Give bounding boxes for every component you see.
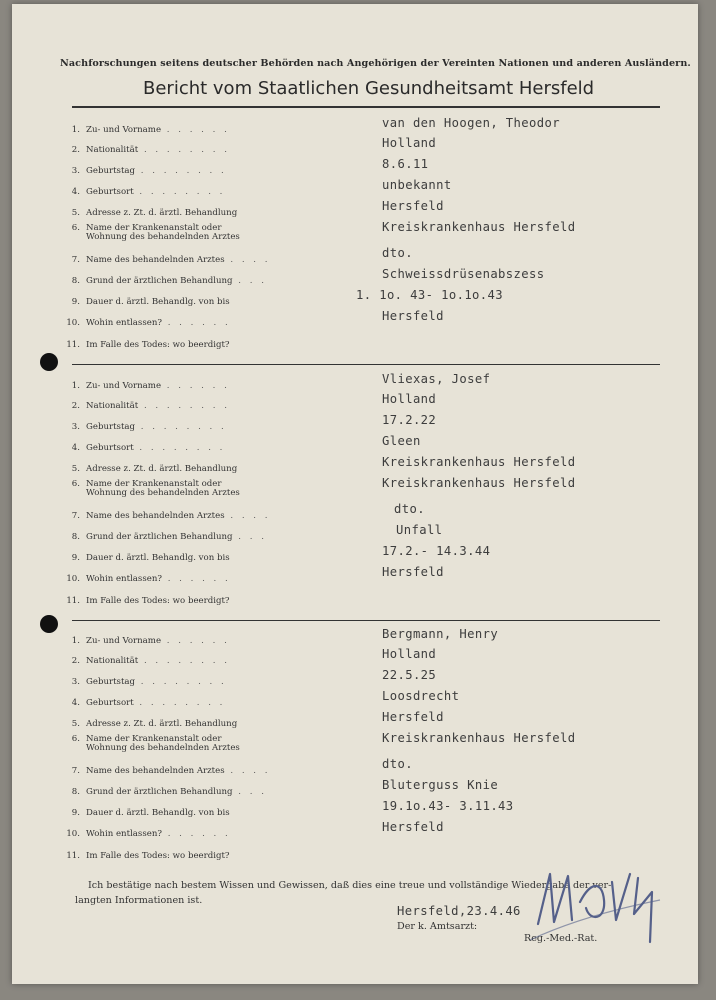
field-number: 2. <box>71 145 80 155</box>
typed-value-name: Bergmann, Henry <box>382 627 499 641</box>
leader-dots: . . . . . . . . <box>135 422 227 432</box>
typed-value-doctor: dto. <box>394 502 425 516</box>
field-label-text: Wohin entlassen? <box>86 829 162 839</box>
leader-dots: . . . . . . . . <box>133 187 226 197</box>
field-label-text: Grund der ärztlichen Behandlung <box>86 532 233 542</box>
field-label-nationality <box>64 657 230 666</box>
leader-dots: . . . . . . <box>161 636 230 646</box>
field-label-duration <box>64 809 230 818</box>
typed-value-birthplace: Loosdrecht <box>382 689 460 703</box>
field-label-text: Geburtstag <box>86 422 136 432</box>
leader-dots: . . . . . . <box>161 574 231 584</box>
official-label: Der k. Amtsarzt: <box>397 921 478 932</box>
field-label-birthday <box>64 167 227 176</box>
field-label-text: Im Falle des Todes: wo beerdigt? <box>86 340 230 350</box>
punch-hole-bottom <box>40 615 58 633</box>
field-number: 9. <box>71 808 80 818</box>
punch-hole-top <box>40 353 58 371</box>
field-label-text: Zu- und Vorname <box>86 125 162 135</box>
field-label-buried <box>64 341 230 350</box>
leader-dots: . . . . . . . . <box>135 677 227 687</box>
leader-dots: . . . . . . . . <box>133 698 226 708</box>
typed-value-hospital: Kreiskrankenhaus Hersfeld <box>382 731 576 745</box>
leader-dots: . . . . <box>224 766 271 776</box>
field-label-text: Grund der ärztlichen Behandlung <box>86 276 233 286</box>
typed-value-reason: Schweissdrüsenabszess <box>382 267 545 281</box>
field-number: 2. <box>71 401 80 411</box>
field-number: 3. <box>71 422 80 432</box>
place-date: Hersfeld,23.4.46 <box>397 904 521 918</box>
field-number: 7. <box>71 255 80 265</box>
field-label-hospital <box>64 480 240 498</box>
leader-dots: . . . . . . . . <box>135 166 227 176</box>
field-label-birthplace <box>64 444 225 453</box>
field-label-text: Zu- und Vorname <box>86 381 162 391</box>
field-number: 8. <box>71 532 80 542</box>
field-label-text: Adresse z. Zt. d. ärztl. Behandlung <box>86 208 238 218</box>
field-label-text: Geburtsort <box>86 443 134 453</box>
leader-dots: . . . <box>232 276 267 286</box>
field-label-discharged_to <box>64 575 231 584</box>
field-label-nationality <box>64 146 230 155</box>
field-label-doctor <box>64 767 271 776</box>
page-title: Bericht vom Staatlichen Gesundheitsamt Hersfeld <box>143 78 595 99</box>
typed-value-discharged_to: Hersfeld <box>382 565 444 579</box>
field-label-text: Wohin entlassen? <box>86 574 162 584</box>
field-label-text: Name der Krankenanstalt oder <box>86 479 222 489</box>
statement-line-2: langten Informationen ist. <box>75 895 203 906</box>
field-label-duration <box>64 298 230 307</box>
field-label-hospital <box>64 735 240 753</box>
leader-dots: . . . . <box>224 255 271 265</box>
field-label-doctor <box>64 256 271 265</box>
typed-value-duration: 1. 1o. 43- 1o.1o.43 <box>356 288 504 302</box>
field-number: 2. <box>71 656 80 666</box>
typed-value-birthplace: unbekannt <box>382 178 452 192</box>
field-label-address <box>64 720 237 729</box>
typed-value-birthday: 22.5.25 <box>382 668 437 682</box>
field-number: 6. <box>71 223 80 233</box>
leader-dots: . . . . . . . . <box>138 656 230 666</box>
field-label-name <box>64 382 230 391</box>
field-number: 7. <box>71 511 80 521</box>
field-number: 6. <box>71 479 80 489</box>
field-label-text-line2: Wohnung des behandelnden Arztes <box>86 488 240 498</box>
leader-dots: . . . . . . <box>161 125 230 135</box>
field-label-text: Adresse z. Zt. d. ärztl. Behandlung <box>86 719 238 729</box>
field-label-duration <box>64 554 230 563</box>
field-number: 5. <box>71 719 80 729</box>
field-label-text: Nationalität <box>86 145 139 155</box>
leader-dots: . . . . . . . . <box>138 145 230 155</box>
field-label-text: Geburtstag <box>86 166 136 176</box>
field-number: 6. <box>71 734 80 744</box>
field-number: 9. <box>71 297 80 307</box>
field-label-text: Geburtstag <box>86 677 136 687</box>
typed-value-birthday: 8.6.11 <box>382 157 429 171</box>
typed-value-name: Vliexas, Josef <box>382 372 491 386</box>
typed-value-address: Hersfeld <box>382 199 444 213</box>
field-label-hospital <box>64 224 240 242</box>
typed-value-hospital: Kreiskrankenhaus Hersfeld <box>382 476 576 490</box>
statement-line-1: Ich bestätige nach bestem Wissen und Gewissen, daß dies eine treue und vollständige Wiedergabe der ver- <box>88 880 612 891</box>
field-label-text: Geburtsort <box>86 698 134 708</box>
field-label-text: Wohin entlassen? <box>86 318 162 328</box>
field-label-text: Zu- und Vorname <box>86 636 162 646</box>
field-label-discharged_to <box>64 830 231 839</box>
record-divider <box>72 620 660 621</box>
typed-value-duration: 17.2.- 14.3.44 <box>382 544 491 558</box>
field-number: 3. <box>71 166 80 176</box>
field-label-name <box>64 637 230 646</box>
field-label-text: Grund der ärztlichen Behandlung <box>86 787 233 797</box>
field-label-text: Name des behandelnden Arztes <box>86 511 225 521</box>
typed-value-duration: 19.1o.43- 3.11.43 <box>382 799 514 813</box>
typed-value-birthday: 17.2.22 <box>382 413 437 427</box>
typed-value-doctor: dto. <box>382 757 413 771</box>
leader-dots: . . . . . . . . <box>138 401 230 411</box>
leader-dots: . . . . . . . . <box>133 443 226 453</box>
field-number: 4. <box>71 187 80 197</box>
leader-dots: . . . . . . <box>161 318 231 328</box>
field-label-text: Im Falle des Todes: wo beerdigt? <box>86 851 230 861</box>
field-label-nationality <box>64 402 230 411</box>
typed-value-doctor: dto. <box>382 246 413 260</box>
typed-value-address: Kreiskrankenhaus Hersfeld <box>382 455 576 469</box>
typed-value-nationality: Holland <box>382 392 437 406</box>
official-title: Reg.-Med.-Rat. <box>524 933 598 944</box>
field-number: 4. <box>71 443 80 453</box>
field-label-reason <box>64 533 267 542</box>
leader-dots: . . . <box>232 532 267 542</box>
field-label-birthday <box>64 678 227 687</box>
field-number: 10. <box>66 829 80 839</box>
typed-value-nationality: Holland <box>382 136 437 150</box>
field-label-birthplace <box>64 699 225 708</box>
field-label-address <box>64 209 237 218</box>
field-label-text: Dauer d. ärztl. Behandlg. von bis <box>86 808 230 818</box>
leader-dots: . . . . <box>224 511 271 521</box>
typed-value-nationality: Holland <box>382 647 437 661</box>
field-number: 3. <box>71 677 80 687</box>
leader-dots: . . . <box>232 787 267 797</box>
field-label-text: Nationalität <box>86 656 139 666</box>
field-label-buried <box>64 852 230 861</box>
typed-value-birthplace: Gleen <box>382 434 421 448</box>
field-label-birthday <box>64 423 227 432</box>
field-label-text: Geburtsort <box>86 187 134 197</box>
field-label-address <box>64 465 237 474</box>
field-label-text: Name der Krankenanstalt oder <box>86 223 222 233</box>
field-number: 10. <box>66 574 80 584</box>
field-label-birthplace <box>64 188 225 197</box>
signature-image <box>520 862 670 952</box>
field-number: 8. <box>71 787 80 797</box>
field-number: 10. <box>66 318 80 328</box>
typed-value-discharged_to: Hersfeld <box>382 820 444 834</box>
leader-dots: . . . . . . <box>161 829 231 839</box>
field-label-name <box>64 126 230 135</box>
field-number: 5. <box>71 208 80 218</box>
field-label-text: Im Falle des Todes: wo beerdigt? <box>86 596 230 606</box>
field-label-text-line2: Wohnung des behandelnden Arztes <box>86 232 240 242</box>
leader-dots: . . . . . . <box>161 381 230 391</box>
field-number: 1. <box>71 636 80 646</box>
field-label-text: Nationalität <box>86 401 139 411</box>
field-label-text-line2: Wohnung des behandelnden Arztes <box>86 743 240 753</box>
field-label-text: Name der Krankenanstalt oder <box>86 734 222 744</box>
field-label-text: Name des behandelnden Arztes <box>86 766 225 776</box>
field-number: 11. <box>66 340 80 350</box>
field-label-doctor <box>64 512 271 521</box>
typed-value-reason: Unfall <box>396 523 443 537</box>
field-label-reason <box>64 788 267 797</box>
record-divider <box>72 364 660 365</box>
field-label-discharged_to <box>64 319 231 328</box>
typed-value-reason: Bluterguss Knie <box>382 778 499 792</box>
field-number: 7. <box>71 766 80 776</box>
field-number: 4. <box>71 698 80 708</box>
typed-value-hospital: Kreiskrankenhaus Hersfeld <box>382 220 576 234</box>
field-number: 9. <box>71 553 80 563</box>
field-label-buried <box>64 597 230 606</box>
field-label-text: Dauer d. ärztl. Behandlg. von bis <box>86 297 230 307</box>
field-number: 1. <box>71 125 80 135</box>
typed-value-discharged_to: Hersfeld <box>382 309 444 323</box>
field-number: 11. <box>66 596 80 606</box>
title-rule <box>72 106 660 108</box>
field-number: 11. <box>66 851 80 861</box>
field-number: 8. <box>71 276 80 286</box>
header-line: Nachforschungen seitens deutscher Behörden nach Angehörigen der Vereinten Nationen und anderen Ausländern. <box>60 58 691 69</box>
typed-value-name: van den Hoogen, Theodor <box>382 116 560 130</box>
field-label-text: Dauer d. ärztl. Behandlg. von bis <box>86 553 230 563</box>
field-label-text: Name des behandelnden Arztes <box>86 255 225 265</box>
field-number: 1. <box>71 381 80 391</box>
field-number: 5. <box>71 464 80 474</box>
field-label-reason <box>64 277 267 286</box>
typed-value-address: Hersfeld <box>382 710 444 724</box>
field-label-text: Adresse z. Zt. d. ärztl. Behandlung <box>86 464 238 474</box>
